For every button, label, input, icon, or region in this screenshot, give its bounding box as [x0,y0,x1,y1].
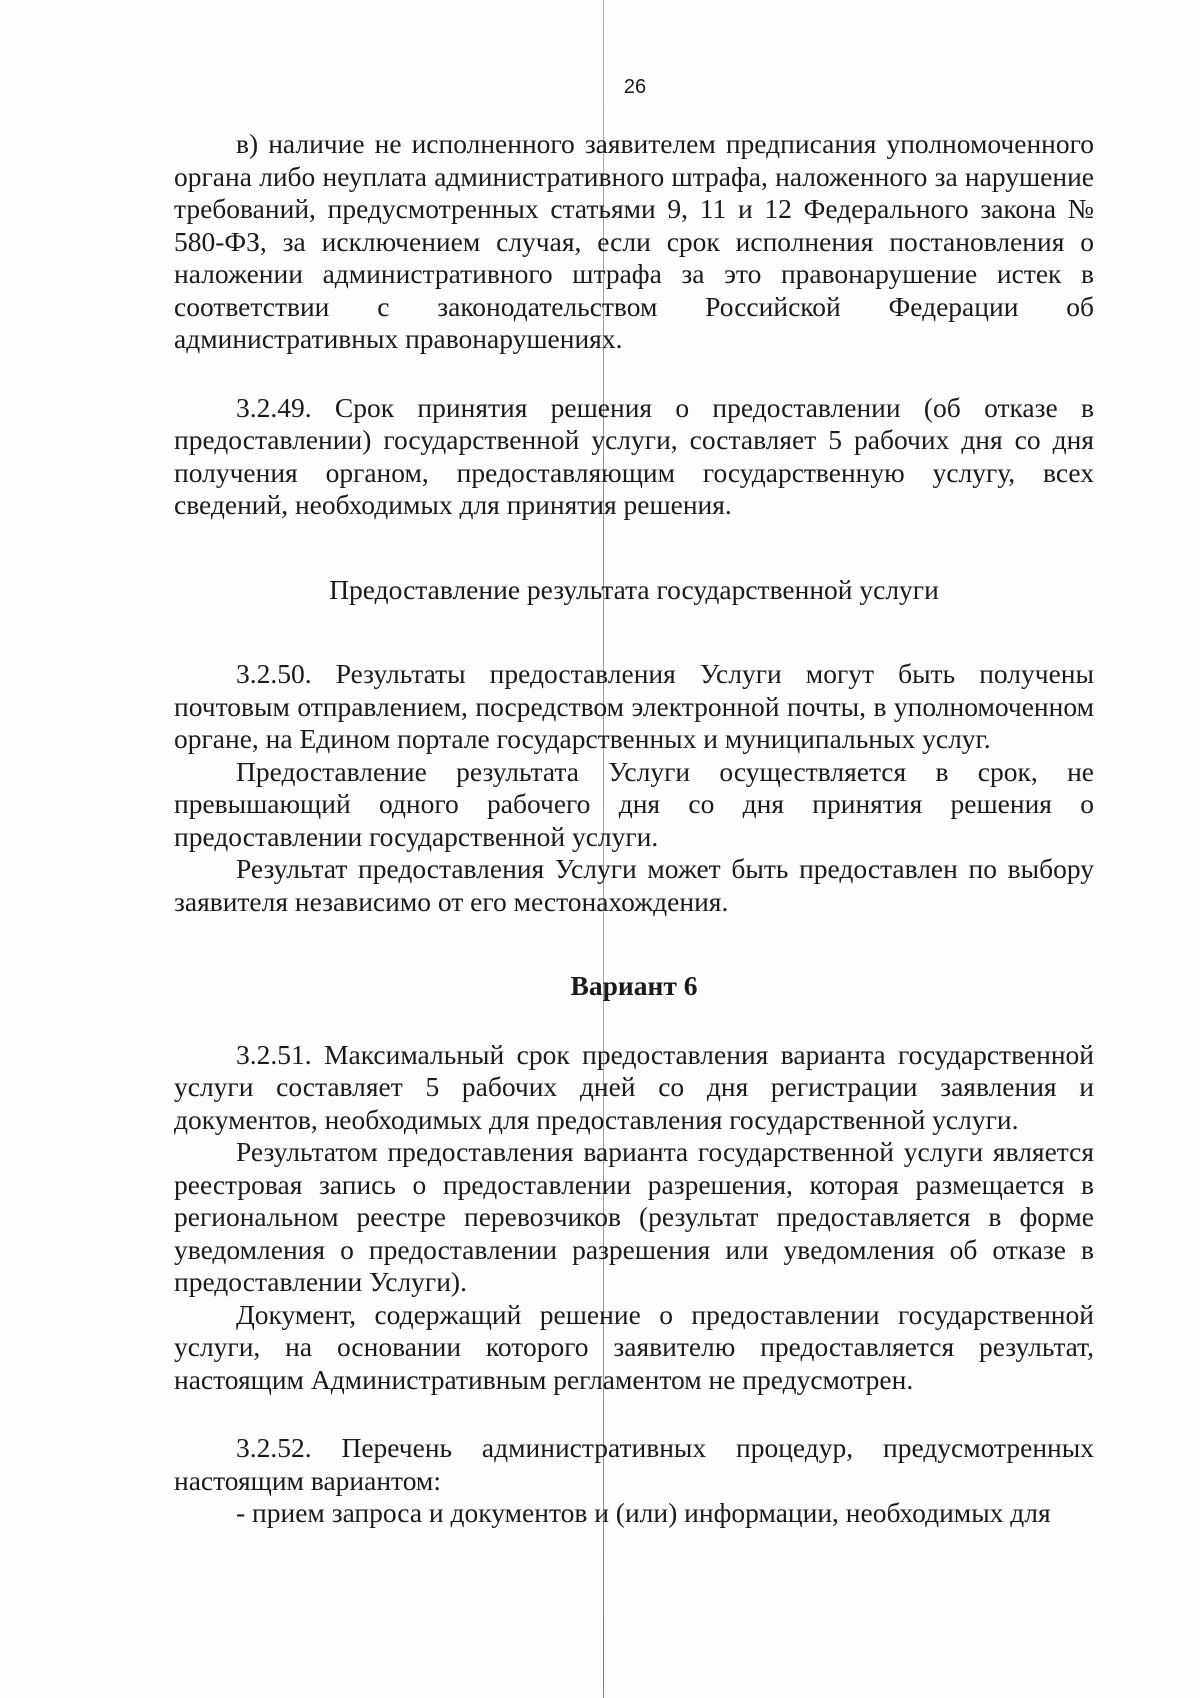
spacer [174,918,1094,970]
section-heading-result: Предоставление результата государственной услуги [329,573,939,605]
paragraph-3-2-52: 3.2.52. Перечень административных процедур, предусмотренных настоящим вариантом: [174,1432,1094,1496]
paragraph-result-location: Результат предоставления Услуги может быть предоставлен по выбору заявителя независимо от его местонахождения. [174,853,1094,917]
paragraph-variant-result: Результатом предоставления варианта государственной услуги является реестровая запись о предоставлении разрешения, которая размещается в региональном реестре перевозчиков (результат предоставляется в форме уведомления о предоставлении разрешения или уведомления об отказе в предоставлении Услуги). [174,1136,1094,1297]
paragraph-decision-document: Документ, содержащий решение о предоставлении государственной услуги, на основании которого заявителю предоставляется результат, настоящим Административным регламентом не предусмотрен. [174,1298,1094,1395]
paragraph-result-deadline: Предоставление результата Услуги осуществляется в срок, не превышающий одного рабочего дня со дня принятия решения о предоставлении государственной услуги. [174,755,1094,852]
spacer [174,1396,1094,1432]
paragraph-refusal-ground-v: в) наличие не исполненного заявителем предписания уполномоченного органа либо неуплата административного штрафа, наложенного за нарушение требований, предусмотренных статьями 9, 11 и 12 Федерального закона № 580-ФЗ, за исключением случая, если срок исполнения постановления о наложении административного штрафа за это правонарушение истек в соответствии с законодательством Российской Федерации об административных правонарушениях. [174,128,1094,354]
paragraph-3-2-51: 3.2.51. Максимальный срок предоставления варианта государственной услуги составляет 5 рабочих дней со дня регистрации заявления и документов, необходимых для предоставления государственной услуги. [174,1038,1094,1135]
spacer [174,606,1094,658]
paragraph-3-2-49: 3.2.49. Срок принятия решения о предоставлении (об отказе в предоставлении) государственной услуги, составляет 5 рабочих дня со дня получения органом, предоставляющим государственную услугу, всех сведений, необходимых для принятия решения. [174,391,1094,520]
paragraph-3-2-50: 3.2.50. Результаты предоставления Услуги могут быть получены почтовым отправлением, посредством электронной почты, в уполномоченном органе, на Едином портале государственных и муниципальных услуг. [174,658,1094,754]
list-item-procedure: - прием запроса и документов и (или) информации, необходимых для [236,1497,1051,1528]
section-heading-variant-6: Вариант 6 [570,970,698,1001]
spacer [174,1003,1094,1039]
page-number: 26 [623,76,647,98]
spacer [174,522,1094,574]
spacer [174,356,1094,392]
document-body [174,128,1094,1530]
